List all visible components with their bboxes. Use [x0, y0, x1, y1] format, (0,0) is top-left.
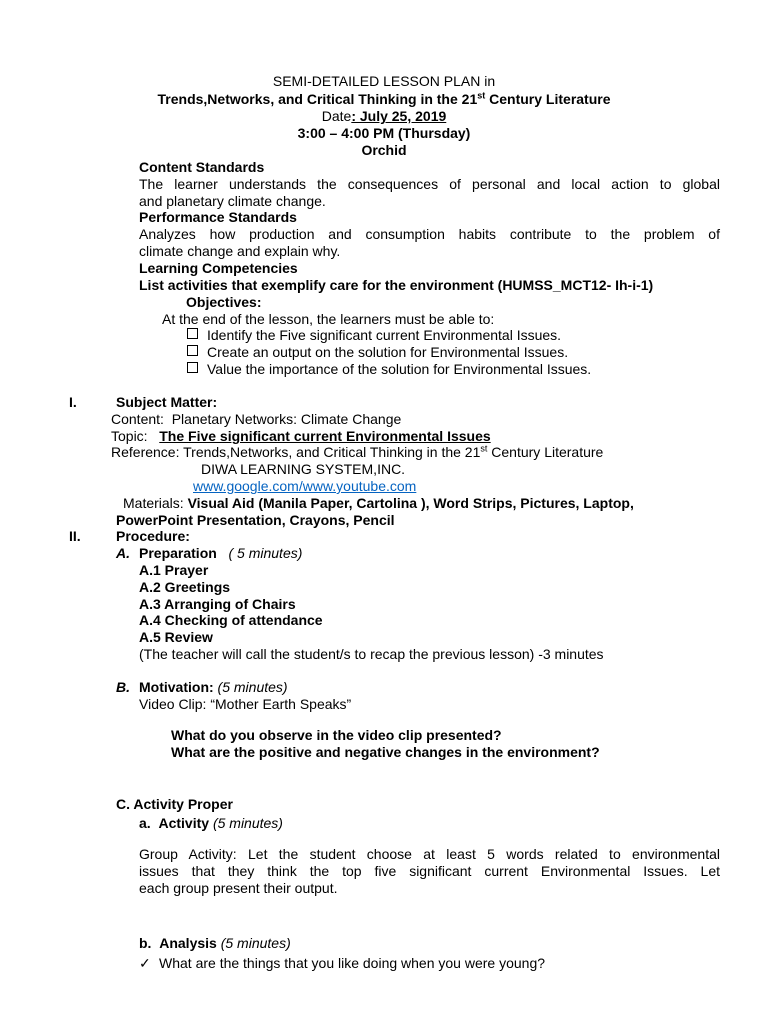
performance-standards-line1: Analyzes how production and consumption habits contribute to the problem of [139, 226, 720, 242]
motivation-question: What do you observe in the video clip presented? [171, 727, 502, 743]
section-name: Orchid [361, 142, 407, 158]
checkmark-icon: ✓ [139, 955, 151, 971]
content-standards-line1: The learner understands the consequences of personal and local action to global [139, 176, 720, 192]
checkbox-icon [187, 328, 198, 339]
motivation-question: What are the positive and negative changes in the environment? [171, 744, 600, 760]
subject-matter-numeral: I. [69, 394, 77, 410]
analysis-question: ✓ What are the things that you like doing when you were young? [139, 955, 546, 971]
learning-competencies-text: List activities that exemplify care for the environment (HUMSS_MCT12- Ih-i-1) [139, 277, 654, 293]
objective-item: Value the importance of the solution for Environmental Issues. [187, 361, 591, 378]
activity-text-line1: Group Activity: Let the student choose at least 5 words related to environmental [139, 846, 720, 862]
checkbox-icon [187, 345, 198, 356]
content-standards-heading: Content Standards [139, 159, 265, 175]
preparation-item: A.5 Review [139, 629, 213, 645]
content-standards-line2: and planetary climate change. [139, 193, 326, 209]
preparation-item: A.4 Checking of attendance [139, 612, 323, 628]
reference-link[interactable]: www.google.com/www.youtube.com [193, 478, 417, 494]
publisher-line: DIWA LEARNING SYSTEM,INC. [201, 461, 406, 477]
time-line: 3:00 – 4:00 PM (Thursday) [297, 125, 471, 141]
objective-item: Identify the Five significant current Environmental Issues. [187, 327, 561, 344]
doc-title: SEMI-DETAILED LESSON PLAN in [272, 73, 496, 89]
performance-standards-line2: climate change and explain why. [139, 243, 341, 259]
procedure-numeral: II. [69, 528, 81, 544]
subject-title: Trends,Networks, and Critical Thinking in the 21st Century Literature [157, 90, 611, 107]
activity-proper-heading: C. Activity Proper [116, 796, 233, 812]
materials-line: Materials: Visual Aid (Manila Paper, Cartolina ), Word Strips, Pictures, Laptop, [123, 495, 634, 511]
preparation-heading: Preparation ( 5 minutes) [139, 545, 303, 561]
subject-matter-heading: Subject Matter: [116, 394, 218, 410]
motivation-heading: Motivation: (5 minutes) [139, 679, 288, 695]
objectives-heading: Objectives: [186, 294, 262, 310]
preparation-letter: A. [116, 545, 130, 561]
motivation-letter: B. [116, 679, 130, 695]
date-line: Date: July 25, 2019 [321, 108, 447, 124]
procedure-heading: Procedure: [116, 528, 190, 544]
learning-competencies-heading: Learning Competencies [139, 260, 298, 276]
preparation-item: A.3 Arranging of Chairs [139, 596, 296, 612]
analysis-heading: b. Analysis (5 minutes) [139, 935, 291, 951]
topic-line: Topic: The Five significant current Environmental Issues [111, 428, 491, 444]
activity-text-line3: each group present their output. [139, 880, 338, 896]
objectives-intro: At the end of the lesson, the learners must be able to: [162, 311, 495, 327]
video-clip-line: Video Clip: “Mother Earth Speaks” [139, 696, 352, 712]
review-note: (The teacher will call the student/s to recap the previous lesson) -3 minutes [139, 646, 604, 662]
content-line: Content: Planetary Networks: Climate Change [111, 411, 402, 427]
materials-line2: PowerPoint Presentation, Crayons, Pencil [116, 512, 395, 528]
preparation-item: A.1 Prayer [139, 562, 209, 578]
activity-heading: a. Activity (5 minutes) [139, 815, 283, 831]
preparation-item: A.2 Greetings [139, 579, 231, 595]
objective-item: Create an output on the solution for Environmental Issues. [187, 344, 568, 361]
reference-line: Reference: Trends,Networks, and Critical Thinking in the 21st Century Literature [111, 443, 604, 460]
activity-text-line2: issues that they think the top five significant current Environmental Issues. Let [139, 863, 720, 879]
performance-standards-heading: Performance Standards [139, 209, 297, 225]
checkbox-icon [187, 362, 198, 373]
